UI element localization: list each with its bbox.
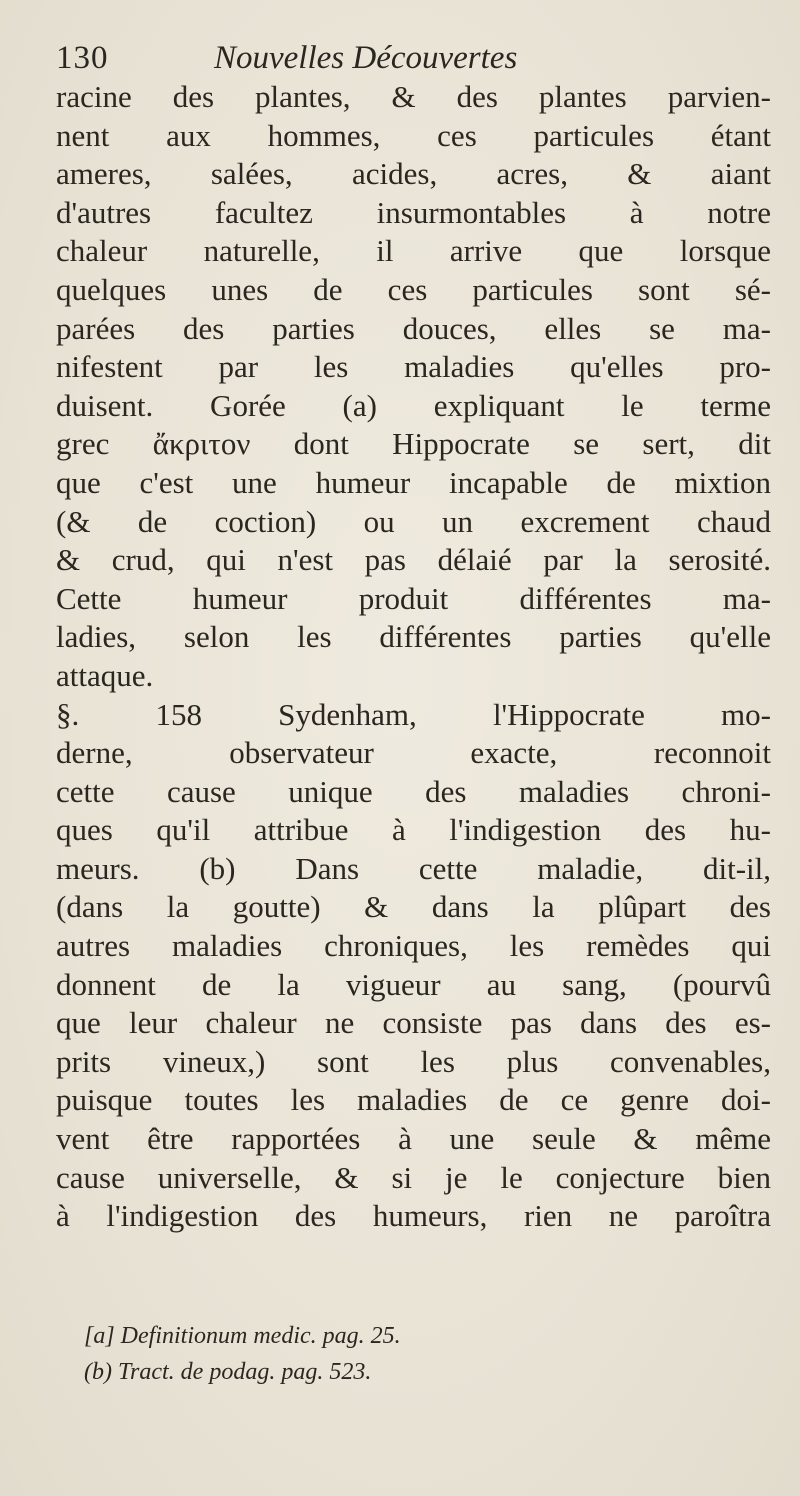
text-line: grec ἄκριτον dont Hippocrate se sert, dit — [56, 426, 771, 462]
text-line: racine des plantes, & des plantes parvien- — [56, 79, 771, 114]
text-line: ameres, salées, acides, acres, & aiant — [56, 156, 771, 192]
text-line: (dans la goutte) & dans la plûpart des — [56, 889, 771, 925]
text-line: §. 158 Sydenham, l'Hippocrate mo- — [56, 696, 771, 732]
footnote-b: (b) Tract. de podag. pag. 523. — [84, 1359, 372, 1385]
text-line: ladies, selon les différentes parties qu'elle — [56, 619, 771, 655]
text-line: vent être rapportées à une seule & même — [56, 1121, 771, 1157]
text-line: cette cause unique des maladies chroni- — [56, 773, 771, 809]
text-line: ques qu'il attribue à l'indigestion des hu- — [56, 812, 771, 848]
text-line: nent aux hommes, ces particules étant — [56, 117, 771, 153]
text-line: nifestent par les maladies qu'elles pro- — [56, 349, 771, 385]
text-line: donnent de la vigueur au sang, (pourvû — [56, 966, 771, 1002]
text-line: à l'indigestion des humeurs, rien ne paroîtra — [56, 1198, 771, 1234]
text-line: quelques unes de ces particules sont sé- — [56, 271, 771, 307]
text-line: chaleur naturelle, il arrive que lorsque — [56, 233, 771, 269]
text-line: Cette humeur produit différentes ma- — [56, 580, 771, 616]
text-line: parées des parties douces, elles se ma- — [56, 310, 771, 346]
page-number: 130 — [56, 40, 109, 76]
page-header — [56, 36, 756, 80]
text-line: duisent. Gorée (a) expliquant le terme — [56, 387, 771, 423]
text-line: prits vineux,) sont les plus convenables, — [56, 1043, 771, 1079]
text-line: autres maladies chroniques, les remèdes qui — [56, 928, 771, 964]
text-line: (& de coction) ou un excrement chaud — [56, 503, 771, 539]
text-line: puisque toutes les maladies de ce genre doi- — [56, 1082, 771, 1118]
text-line: & crud, qui n'est pas délaié par la serosité. — [56, 542, 771, 578]
text-line: d'autres facultez insurmontables à notre — [56, 194, 771, 230]
text-line: que leur chaleur ne consiste pas dans des es- — [56, 1005, 771, 1041]
body-text — [56, 78, 771, 1236]
footnote-a: [a] Definitionum medic. pag. 25. — [84, 1323, 401, 1349]
text-line: derne, observateur exacte, reconnoit — [56, 735, 771, 771]
text-line: meurs. (b) Dans cette maladie, dit-il, — [56, 850, 771, 886]
running-title: Nouvelles Découvertes — [214, 40, 518, 76]
footnotes — [84, 1318, 744, 1390]
text-line: cause universelle, & si je le conjecture bien — [56, 1159, 771, 1195]
text-line: que c'est une humeur incapable de mixtion — [56, 464, 771, 500]
text-line: attaque. — [56, 657, 154, 693]
